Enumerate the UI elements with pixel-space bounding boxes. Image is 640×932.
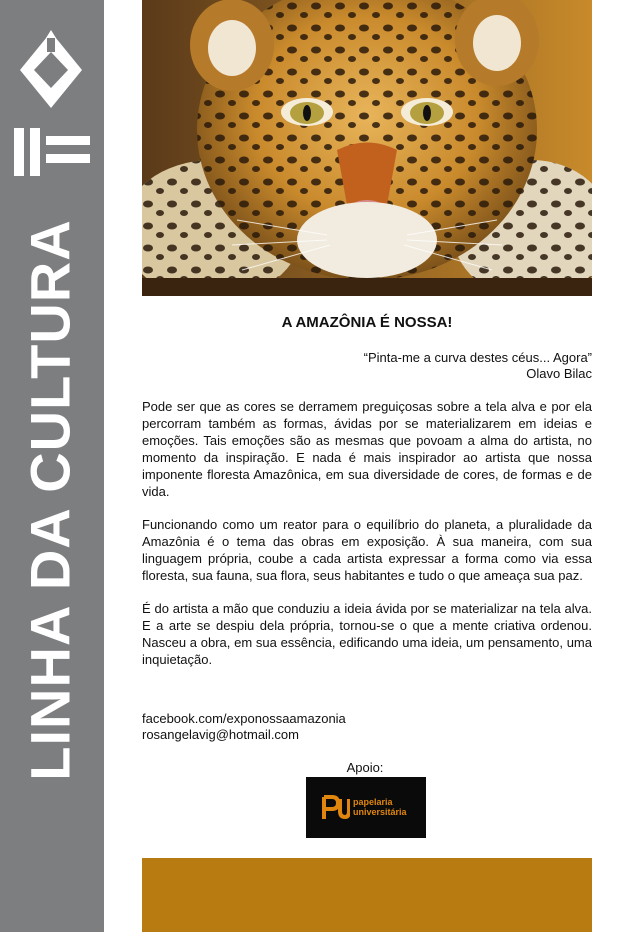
sidebar <box>0 0 104 932</box>
paragraph: É do artista a mão que conduziu a ideia ávida por se materializar na tela alva. E a arte se despiu dela própria, tornou-se o que a mente criativa ordenou. Nasceu a obra, em sua essência, edificando uma ideia, um pensamento, uma inquietação. <box>142 601 592 667</box>
stripes-logo-icon <box>14 128 90 176</box>
sidebar-title: LINHA DA CULTURA <box>18 219 82 781</box>
papelaria-logo-icon <box>322 795 350 821</box>
email-link[interactable]: rosangelavig@hotmail.com <box>142 727 299 742</box>
diamond-arrow-logo-icon <box>18 30 84 110</box>
footer-bar <box>142 858 592 932</box>
sponsor-name-line1: papelaria <box>353 797 393 807</box>
article-body <box>142 398 592 684</box>
epigraph-quote: “Pinta-me a curva destes céus... Agora” <box>363 350 592 365</box>
sponsor-logo <box>306 777 426 838</box>
contacts <box>142 711 592 743</box>
facebook-link[interactable]: facebook.com/exponossaamazonia <box>142 711 346 726</box>
jaguar-painting-icon <box>142 0 592 296</box>
paragraph: Pode ser que as cores se derramem preguiçosas sobre a tela alva e por ela percorram também as formas, ávidas por se materializarem em ideias e emoções. Tais emoções são as mesmas que povoam a alma do artista, no momento da inspiração. E nada é mais inspirador ao artista que nossa imponente floresta Amazônica, em sua diversidade de cores, de formas e de vida. <box>142 399 592 499</box>
article-title: A AMAZÔNIA É NOSSA! <box>281 314 453 331</box>
hero-image <box>142 0 592 296</box>
epigraph-author: Olavo Bilac <box>526 366 592 381</box>
sponsor-label: Apoio: <box>346 760 384 775</box>
epigraph <box>142 350 592 382</box>
sponsor-name-line2: universitária <box>353 807 407 817</box>
paragraph: Funcionando como um reator para o equilíbrio do planeta, a pluralidade da Amazônia é o tema das obras em exposição. À sua maneira, com sua linguagem própria, coube a cada artista expressar a forma como via essa floresta, sua fauna, sua flora, seus habitantes e tudo o que ameaça sua paz. <box>142 517 592 583</box>
